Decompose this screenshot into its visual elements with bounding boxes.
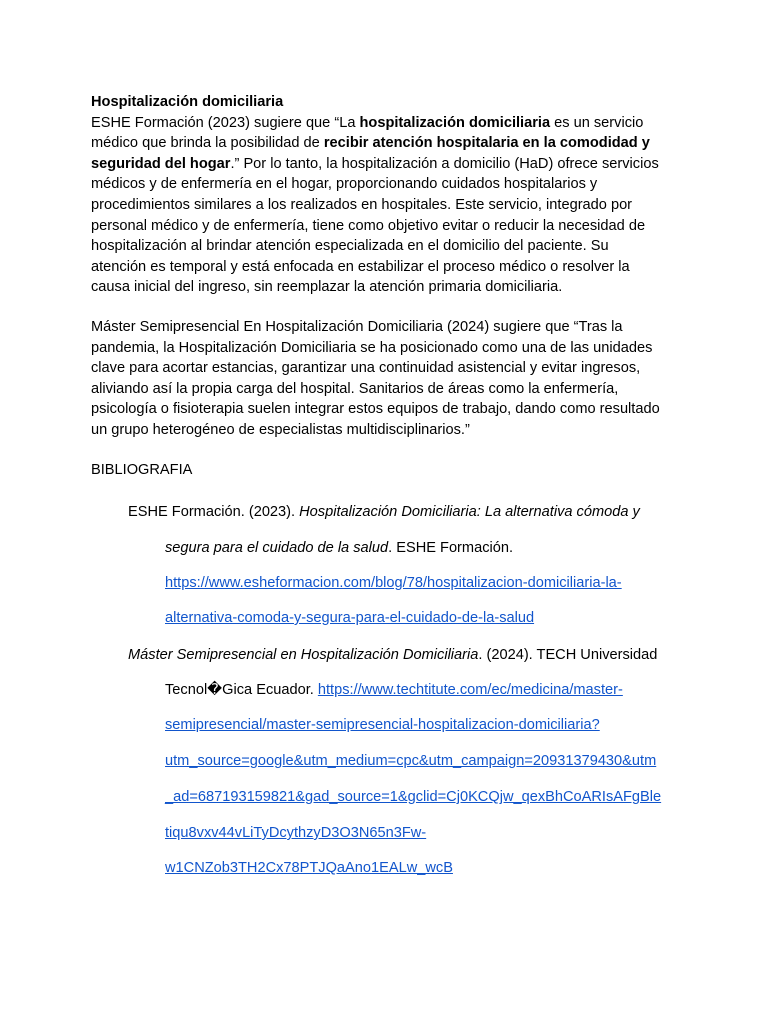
reference-2-link[interactable]: utm_source=google&utm_medium=cpc&utm_campaign=20931379430&utm	[165, 753, 657, 769]
paragraph-1-line-6: personal médico y de enfermería, tiene como objetivo evitar o reducir la necesidad de	[91, 217, 646, 234]
paragraph-2-line-5: psicología o fisioterapia suelen integrar estos equipos de trabajo, dando como resultado	[91, 401, 660, 418]
paragraph-2-line-6: un grupo heterogéneo de especialistas multidisciplinarios.”	[91, 421, 470, 438]
reference-2-line-6	[165, 823, 426, 843]
reference-1-line-3	[165, 573, 622, 593]
reference-2-line-1	[128, 645, 657, 665]
reference-title: Hospitalización Domiciliaria: La alternativa cómoda y	[299, 504, 640, 520]
paragraph-2	[91, 317, 691, 441]
paragraph-2-line-4: aliviando así la propia carga del hospital. Sanitarios de áreas como la enfermería,	[91, 380, 619, 397]
reference-2-link[interactable]: w1CNZob3TH2Cx78PTJQaAno1EALw_wcB	[165, 860, 453, 876]
reference-2-line-5	[165, 787, 661, 807]
paragraph-1-line-5: procedimientos similares a los realizados en hospitales. Este servicio, integrado por	[91, 196, 633, 213]
bold-text-run: recibir atención hospitalaria en la comodidad y	[323, 135, 650, 152]
section-heading: Hospitalización domiciliaria	[91, 94, 284, 110]
paragraph-1-line-8: atención es temporal y está enfocada en estabilizar el proceso médico o resolver la	[91, 258, 630, 275]
reference-1-line-1	[128, 502, 640, 522]
paragraph-1-line-9: causa inicial del ingreso, sin reemplazar la atención primaria domiciliaria.	[91, 279, 563, 296]
reference-2-link[interactable]: semipresencial/master-semipresencial-hospitalizacion-domiciliaria?	[165, 717, 600, 733]
reference-author-date: ESHE Formación. (2023).	[128, 504, 300, 520]
reference-date-publisher: . (2024). TECH Universidad	[478, 647, 658, 663]
paragraph-1-line-4: médicos y de enfermería en el hogar, proporcionando cuidados hospitalarios y	[91, 176, 598, 193]
paragraph-2-line-3: clave para acortar estancias, garantizar una continuidad asistencial y evitar ingresos,	[91, 360, 641, 377]
reference-2-link[interactable]: tiqu8vxv44vLiTyDcythzyD3O3N65n3Fw-	[165, 825, 427, 841]
reference-title: segura para el cuidado de la salud	[165, 540, 389, 556]
reference-2-link[interactable]: _ad=687193159821&gad_source=1&gclid=Cj0KCQjw_qexBhCoARIsAFgBle	[165, 789, 662, 805]
paragraph-1-line-1	[91, 113, 691, 134]
section-hospitalizacion	[91, 92, 691, 298]
paragraph-1-line-2	[91, 133, 691, 154]
bibliography-heading: BIBLIOGRAFIA	[91, 462, 193, 478]
reference-2-line-3	[165, 715, 600, 735]
paragraph-2-line-2: pandemia, la Hospitalización Domiciliaria se ha posicionado como una de las unidades	[91, 339, 653, 356]
paragraph-1-line-7: hospitalización al brindar atención especializada en el domicilio del paciente. Su	[91, 238, 609, 255]
reference-2-link[interactable]: https://www.techtitute.com/ec/medicina/master-	[317, 682, 623, 698]
paragraph-1-line-3	[91, 154, 691, 175]
reference-2-line-2	[165, 680, 623, 700]
bold-text-run: hospitalización domiciliaria	[359, 114, 551, 131]
bold-text-run: seguridad del hogar	[91, 155, 231, 172]
reference-1-line-4	[165, 608, 534, 628]
reference-2-line-7	[165, 858, 453, 878]
reference-2-line-4	[165, 751, 656, 771]
text-run: .” Por lo tanto, la hospitalización a domicilio (HaD) ofrece servicios	[230, 155, 659, 172]
reference-1-link[interactable]: https://www.esheformacion.com/blog/78/hospitalizacion-domiciliaria-la-	[165, 575, 622, 591]
paragraph-2-line-1: Máster Semipresencial En Hospitalización Domiciliaria (2024) sugiere que “Tras la	[91, 319, 623, 335]
reference-1-link[interactable]: alternativa-comoda-y-segura-para-el-cuidado-de-la-salud	[165, 610, 535, 626]
reference-1-line-2	[165, 538, 513, 558]
text-run: médico que brinda la posibilidad de	[91, 135, 324, 152]
text-run: es un servicio	[550, 114, 644, 131]
reference-publisher: . ESHE Formación.	[388, 540, 514, 556]
reference-publisher: Tecnol�Gica Ecuador.	[165, 682, 318, 698]
reference-title: Máster Semipresencial en Hospitalización Domiciliaria	[128, 647, 479, 663]
text-run: ESHE Formación (2023) sugiere que “La	[91, 114, 360, 131]
